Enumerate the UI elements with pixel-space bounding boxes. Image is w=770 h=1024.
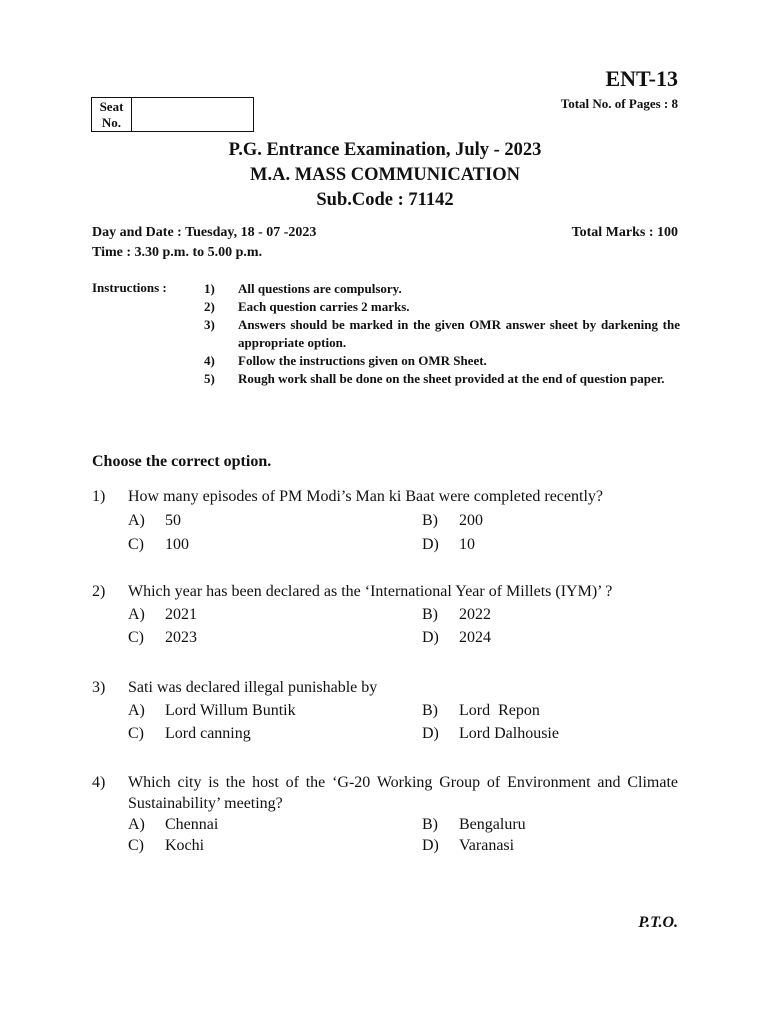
option-letter: D)	[422, 837, 439, 854]
option-b	[422, 814, 678, 835]
instruction-item	[204, 298, 680, 316]
total-marks: Total Marks : 100	[571, 225, 678, 240]
instructions-list	[204, 280, 680, 388]
option-a	[128, 814, 422, 835]
instruction-number: 2)	[204, 299, 215, 314]
option-letter: B)	[422, 606, 438, 623]
exam-title: P.G. Entrance Examination, July - 2023	[228, 140, 542, 160]
option-a	[128, 509, 422, 532]
option-letter: A)	[128, 512, 145, 529]
option-d	[422, 722, 678, 745]
option-text: Varanasi	[459, 837, 515, 854]
option-a	[128, 603, 422, 626]
question-header	[92, 772, 678, 814]
option-letter: B)	[422, 512, 438, 529]
option-c	[128, 626, 422, 649]
options	[128, 509, 678, 556]
option-letter: A)	[128, 606, 145, 623]
question-text: Sati was declared illegal punishable by	[128, 679, 378, 696]
option-c	[128, 722, 422, 745]
option-text: Chennai	[165, 816, 219, 833]
option-text: Lord Dalhousie	[459, 725, 559, 742]
option-text: 2022	[459, 606, 491, 623]
seat-number-box	[91, 97, 254, 132]
seat-label	[92, 98, 132, 131]
options	[128, 699, 678, 745]
question-header	[92, 676, 678, 699]
please-turn-over: P.T.O.	[638, 914, 678, 931]
paper-code: ENT-13	[605, 66, 678, 91]
instruction-text: Each question carries 2 marks.	[238, 299, 410, 314]
instructions-label: Instructions :	[92, 280, 167, 295]
course-title: M.A. MASS COMMUNICATION	[250, 165, 520, 185]
option-b	[422, 699, 678, 722]
option-letter: B)	[422, 816, 438, 833]
option-b	[422, 603, 678, 626]
option-text: 2024	[459, 629, 491, 646]
exam-time: Time : 3.30 p.m. to 5.00 p.m.	[92, 245, 263, 260]
question-3	[92, 676, 678, 745]
option-text: 200	[459, 512, 483, 529]
question-4	[92, 772, 678, 856]
option-c	[128, 533, 422, 556]
option-letter: C)	[128, 629, 144, 646]
option-text: 2023	[165, 629, 197, 646]
option-text: 2021	[165, 606, 197, 623]
option-a	[128, 699, 422, 722]
instruction-number: 4)	[204, 353, 215, 368]
instruction-text: Rough work shall be done on the sheet provided at the end of question paper.	[238, 371, 665, 386]
options	[128, 603, 678, 649]
seat-label-line2: No.	[101, 115, 122, 130]
question-number: 3)	[92, 679, 106, 696]
option-letter: C)	[128, 536, 144, 553]
option-letter: D)	[422, 725, 439, 742]
option-d	[422, 835, 678, 856]
option-text: Bengaluru	[459, 816, 526, 833]
instruction-text: Answers should be marked in the given OMR answer sheet by darkening the appropriate option.	[238, 317, 680, 350]
section-heading: Choose the correct option.	[92, 453, 272, 470]
day-and-date: Day and Date : Tuesday, 18 - 07 -2023	[92, 225, 317, 240]
question-number: 1)	[92, 488, 106, 505]
option-b	[422, 509, 678, 532]
instruction-item	[204, 316, 680, 352]
option-d	[422, 626, 678, 649]
instruction-number: 1)	[204, 281, 215, 296]
question-text: Which year has been declared as the ‘International Year of Millets (IYM)’ ?	[128, 583, 613, 600]
option-letter: A)	[128, 702, 145, 719]
question-number: 4)	[92, 774, 106, 791]
instruction-text: Follow the instructions given on OMR Sheet.	[238, 353, 487, 368]
option-text: Kochi	[165, 837, 205, 854]
option-d	[422, 533, 678, 556]
question-1	[92, 485, 678, 556]
total-pages: Total No. of Pages : 8	[560, 96, 678, 111]
option-letter: A)	[128, 816, 145, 833]
seat-label-line1: Seat	[99, 99, 124, 114]
option-text: 10	[459, 536, 475, 553]
instruction-number: 3)	[204, 317, 215, 332]
question-number: 2)	[92, 583, 106, 600]
option-text: Lord Willum Buntik	[165, 702, 296, 719]
option-text: Lord Repon	[459, 702, 540, 719]
instruction-item	[204, 352, 680, 370]
seat-number-field	[132, 98, 253, 131]
question-text: How many episodes of PM Modi’s Man ki Baat were completed recently?	[128, 488, 603, 505]
question-text: Which city is the host of the ‘G-20 Working Group of Environment and Climate Sustainability’ meeting?	[128, 774, 678, 812]
option-text: 50	[165, 512, 181, 529]
question-header	[92, 485, 678, 508]
instruction-item	[204, 280, 680, 298]
option-c	[128, 835, 422, 856]
subject-code: Sub.Code : 71142	[316, 190, 454, 210]
options	[128, 814, 678, 856]
instruction-item	[204, 370, 680, 388]
option-letter: C)	[128, 837, 144, 854]
option-text: 100	[165, 536, 189, 553]
instruction-text: All questions are compulsory.	[238, 281, 402, 296]
option-letter: C)	[128, 725, 144, 742]
question-header	[92, 580, 678, 603]
instruction-number: 5)	[204, 371, 215, 386]
question-2	[92, 580, 678, 649]
option-letter: D)	[422, 536, 439, 553]
option-letter: D)	[422, 629, 439, 646]
option-letter: B)	[422, 702, 438, 719]
option-text: Lord canning	[165, 725, 251, 742]
